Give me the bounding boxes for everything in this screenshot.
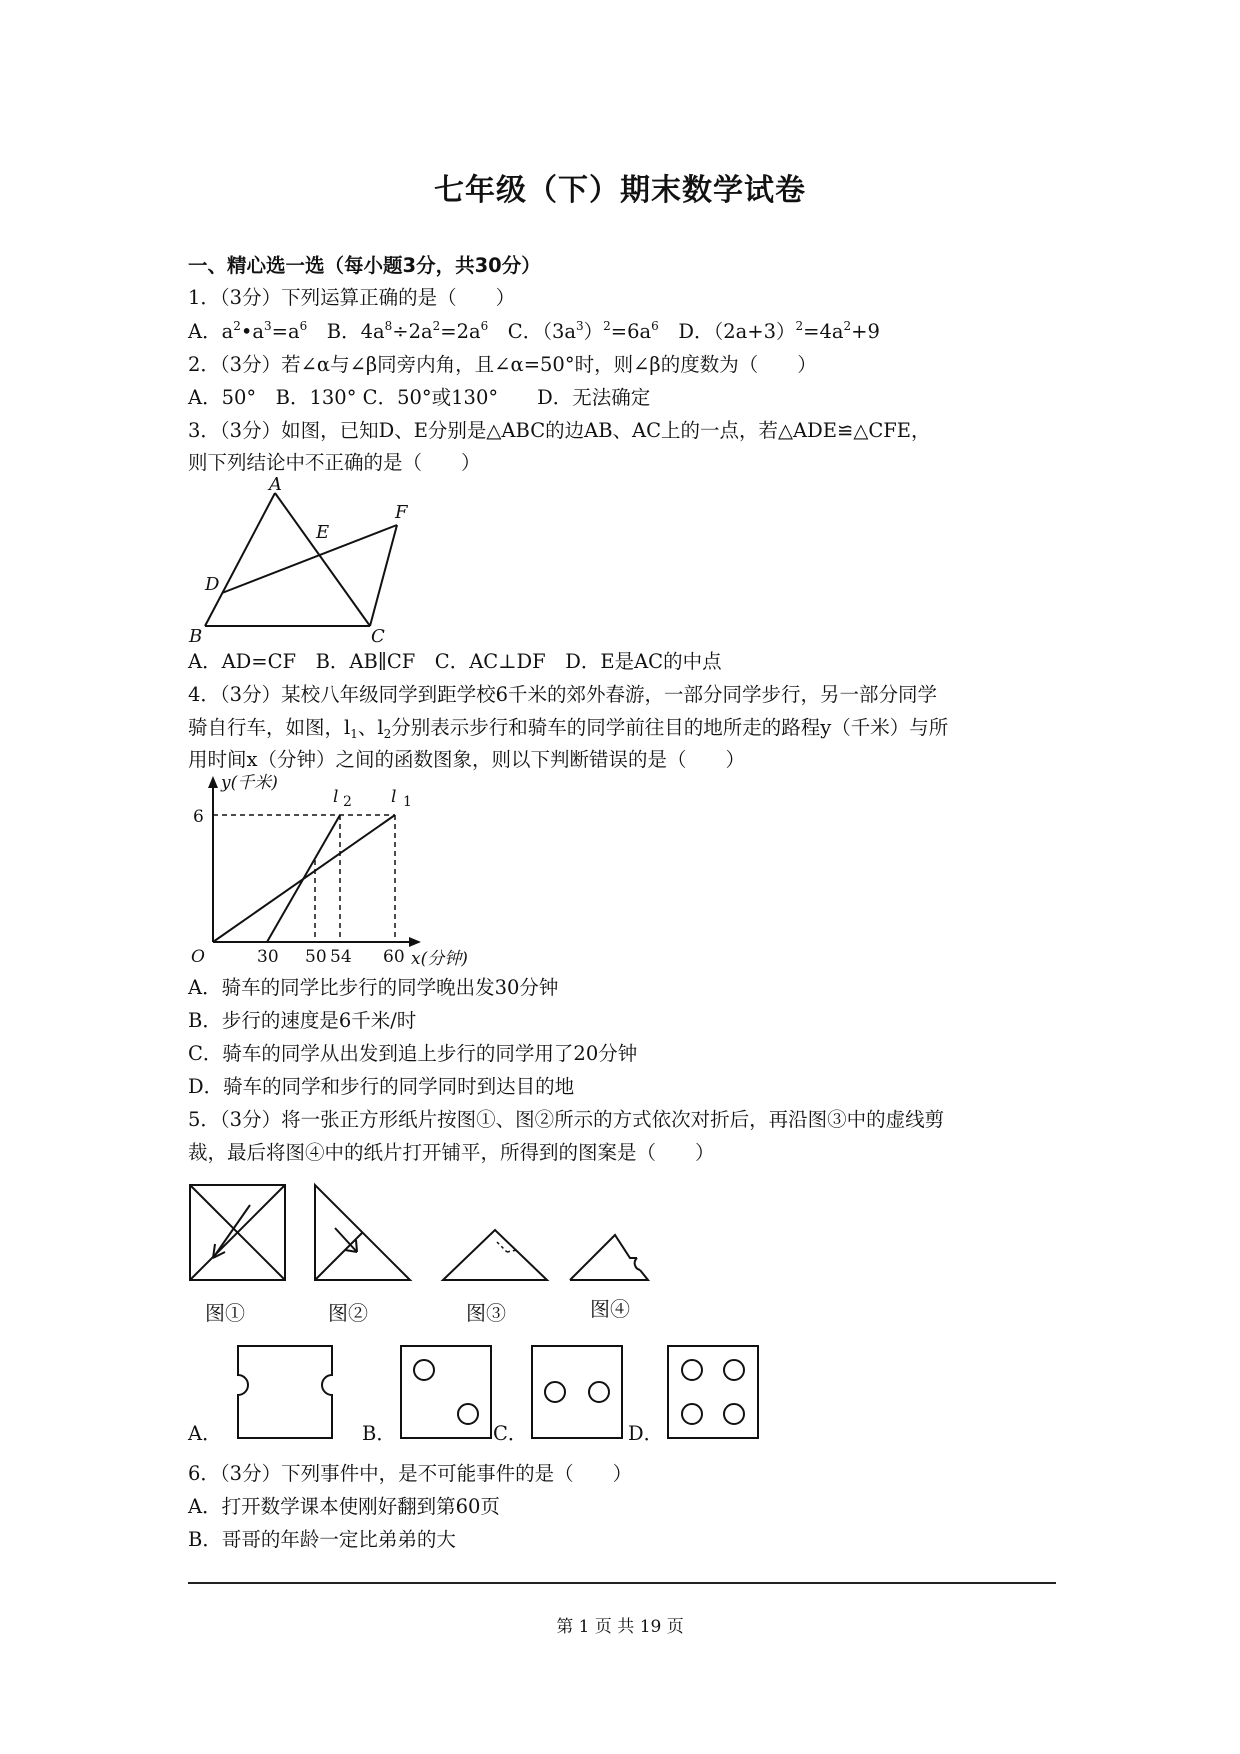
q4-x-axis-label: x(分钟) xyxy=(411,949,468,969)
q4-line-l1-label: l xyxy=(391,787,397,807)
footer-divider xyxy=(188,1582,1056,1584)
q5-option-b-figure xyxy=(396,1340,496,1445)
q3-label-d: D xyxy=(205,574,220,595)
q3-label-c: C xyxy=(371,626,385,647)
q4-x-tick-54: 54 xyxy=(330,947,352,967)
q2-options: A．50° B．130° C．50°或130° D．无法确定 xyxy=(188,386,651,409)
q4-stem-a: 骑自行车，如图，l xyxy=(188,716,351,739)
q5-fig1-label: 图① xyxy=(205,1301,245,1325)
q1-b-exp1: 8 xyxy=(384,319,393,333)
q1-c-mid: ） xyxy=(583,320,604,343)
q4-line-l2-sub: 2 xyxy=(343,794,352,810)
q2-stem: 2．（3分）若∠α与∠β同旁内角，且∠α=50°时，则∠β的度数为（ ） xyxy=(188,353,817,376)
q3-stem-line2: 则下列结论中不正确的是（ ） xyxy=(188,451,481,474)
q1-b-exp3: 6 xyxy=(480,319,489,333)
q4-option-c: C．骑车的同学从出发到追上步行的同学用了20分钟 xyxy=(188,1042,638,1065)
q1-a-exp3: 6 xyxy=(299,319,308,333)
q1-a-eq: =a xyxy=(271,320,300,343)
q5-fig4-label: 图④ xyxy=(590,1297,630,1321)
q4-line-l2-label: l xyxy=(333,787,339,807)
q1-options xyxy=(188,318,880,346)
q4-x-tick-60: 60 xyxy=(383,947,405,967)
q1-stem: 1．（3分）下列运算正确的是（ ） xyxy=(188,286,516,309)
q1-c: C．（3a xyxy=(488,320,576,343)
q4-x-tick-50: 50 xyxy=(305,947,327,967)
q1-d-post: +9 xyxy=(851,320,880,343)
page-title: 七年级（下）期末数学试卷 xyxy=(434,173,806,208)
q1-d-exp2: 2 xyxy=(843,319,852,333)
q1-b-eq: =2a xyxy=(440,320,481,343)
q6-option-a: A．打开数学课本使刚好翻到第60页 xyxy=(188,1495,500,1518)
q3-label-a: A xyxy=(269,474,282,495)
q4-stem-line2 xyxy=(188,714,948,742)
q1-d-exp1: 2 xyxy=(795,319,804,333)
q4-option-d: D．骑车的同学和步行的同学同时到达目的地 xyxy=(188,1075,575,1098)
q4-function-graph xyxy=(185,770,495,970)
q1-c-exp3: 6 xyxy=(651,319,659,333)
q3-stem-line1: 3．（3分）如图，已知D、E分别是△ABC的边AB、AC上的一点，若△ADE≌△CFE， xyxy=(188,419,931,442)
q1-b-exp2: 2 xyxy=(432,319,441,333)
q4-stem-line3: 用时间x（分钟）之间的函数图象，则以下判断错误的是（ ） xyxy=(188,748,745,771)
q3-label-b: B xyxy=(189,626,203,647)
q5-option-b-label: B． xyxy=(362,1422,396,1445)
q5-option-c-label: C． xyxy=(493,1422,528,1445)
q5-option-a-figure xyxy=(224,1340,384,1445)
q4-origin-label: O xyxy=(191,947,205,967)
q1-b: B．4a xyxy=(307,320,385,343)
q1-c-eq: =6a xyxy=(610,320,652,343)
q4-option-b: B．步行的速度是6千米/时 xyxy=(188,1009,417,1032)
q4-y-axis-label: y(千米) xyxy=(221,773,278,793)
q4-x-tick-30: 30 xyxy=(257,947,279,967)
q6-stem: 6．（3分）下列事件中，是不可能事件的是（ ） xyxy=(188,1462,633,1485)
q5-fig2-label: 图② xyxy=(328,1301,368,1325)
q1-c-exp2: 2 xyxy=(603,319,611,333)
q1-a-exp1: 2 xyxy=(233,319,241,333)
q6-option-b: B．哥哥的年龄一定比弟弟的大 xyxy=(188,1528,456,1551)
q5-option-a-label: A． xyxy=(188,1422,222,1445)
q4-stem-sub2: 2 xyxy=(383,727,392,741)
q4-stem-line1: 4．（3分）某校八年级同学到距学校6千米的郊外春游，一部分同学步行，另一部分同学 xyxy=(188,683,937,706)
q5-folding-figures xyxy=(185,1180,675,1325)
q3-triangle-figure xyxy=(185,474,415,647)
q4-option-a: A．骑车的同学比步行的同学晚出发30分钟 xyxy=(188,976,559,999)
q5-option-c-figure xyxy=(527,1340,627,1445)
q5-stem-line2: 裁，最后将图④中的纸片打开铺平，所得到的图案是（ ） xyxy=(188,1141,715,1164)
q1-d-eq: =4a xyxy=(803,320,844,343)
q1-a-exp2: 3 xyxy=(264,319,272,333)
q1-c-exp1: 3 xyxy=(576,319,584,333)
q5-stem-line1: 5．（3分）将一张正方形纸片按图①、图②所示的方式依次对折后，再沿图③中的虚线剪 xyxy=(188,1108,945,1131)
q4-stem-b: 、l xyxy=(357,716,384,739)
q1-d: D．（2a+3） xyxy=(658,320,796,343)
q3-label-e: E xyxy=(316,522,330,543)
q3-options: A．AD=CF B．AB∥CF C．AC⊥DF D．E是AC的中点 xyxy=(188,650,722,673)
q4-line-l1-sub: 1 xyxy=(403,794,412,810)
q1-a-mid: •a xyxy=(240,320,264,343)
q1-b-mid: ÷2a xyxy=(392,320,433,343)
q4-y-tick-6: 6 xyxy=(193,807,204,827)
page-number: 第 1 页 共 19 页 xyxy=(556,1617,684,1637)
q4-stem-c: 分别表示步行和骑车的同学前往目的地所走的路程y（千米）与所 xyxy=(391,716,949,739)
q4-stem-sub1: 1 xyxy=(350,727,358,741)
q1-a: A．a xyxy=(188,320,234,343)
q5-option-d-label: D． xyxy=(628,1422,664,1445)
q3-label-f: F xyxy=(395,502,408,523)
section-heading: 一、精心选一选（每小题3分，共30分） xyxy=(188,254,541,277)
q5-option-d-figure xyxy=(663,1340,763,1445)
q5-fig3-label: 图③ xyxy=(466,1301,506,1325)
